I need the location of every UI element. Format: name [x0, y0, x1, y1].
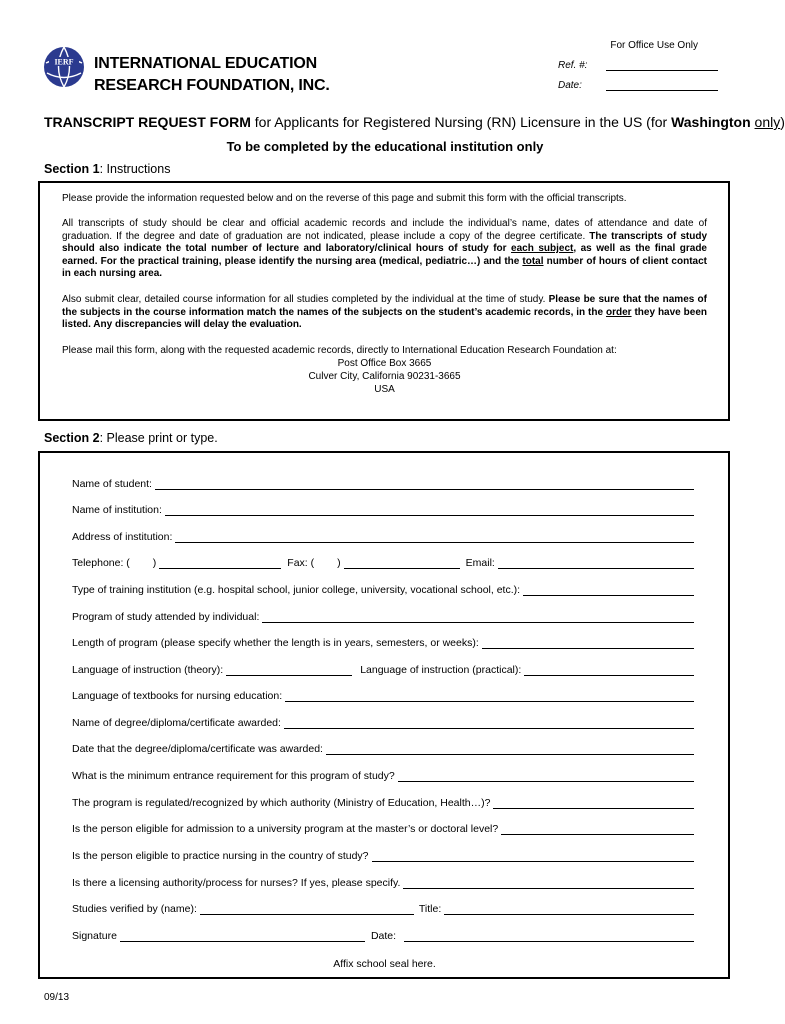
section2-heading	[44, 431, 218, 445]
signature-date-field[interactable]	[404, 932, 694, 942]
ref-label: Ref. #:	[558, 60, 588, 71]
min-requirement-row	[72, 770, 694, 782]
university-eligibility-field[interactable]	[501, 825, 694, 835]
institution-type-label: Type of training institution (e.g. hospital school, junior college, university, vocational school, etc.):	[72, 584, 521, 596]
form-subtitle: To be completed by the educational institution only	[226, 139, 544, 154]
university-eligibility-row	[72, 823, 694, 835]
program-length-field[interactable]	[482, 639, 694, 649]
program-field[interactable]	[262, 613, 694, 623]
language-textbooks-field[interactable]	[285, 692, 694, 702]
licensing-authority-label: Is there a licensing authority/process for nurses? If yes, please specify.	[72, 877, 401, 889]
degree-name-field[interactable]	[284, 719, 694, 729]
licensing-authority-field[interactable]	[403, 879, 694, 889]
form-title-state: Washington	[671, 114, 751, 130]
signature-row	[72, 930, 694, 942]
verifier-title-label: Title:	[418, 903, 442, 915]
student-name-label: Name of student:	[72, 478, 152, 490]
p2-bold-3: number of hours of client contact in each nursing area.	[62, 255, 707, 280]
email-field[interactable]	[498, 559, 694, 569]
form-title-only: only	[754, 114, 781, 130]
regulating-authority-field[interactable]	[493, 799, 694, 809]
office-date-label: Date:	[558, 80, 582, 91]
signature-date-label: Date:	[370, 930, 397, 942]
contact-row	[72, 557, 694, 569]
min-requirement-field[interactable]	[398, 772, 694, 782]
degree-date-field[interactable]	[326, 745, 694, 755]
form-title	[44, 114, 785, 130]
section2-title: : Please print or type.	[99, 431, 218, 445]
language-practical-field[interactable]	[524, 666, 694, 676]
institution-name-field[interactable]	[165, 506, 694, 516]
p2-text: All transcripts of study should be clear and official academic records and include the individual’s name, dates of attendance and date of graduation. If the degree and date of graduation are not indicated, please include a copy of the degree certificate.	[62, 218, 707, 242]
institution-type-row	[72, 584, 694, 596]
verified-by-field[interactable]	[200, 905, 414, 915]
fax-label: Fax: (	[287, 557, 315, 569]
regulating-authority-label: The program is regulated/recognized by which authority (Ministry of Education, Health…)?	[72, 797, 491, 809]
verifier-title-field[interactable]	[444, 905, 694, 915]
instructions-paragraph-2	[62, 218, 707, 281]
office-date-field[interactable]	[606, 80, 718, 91]
student-name-field[interactable]	[155, 480, 694, 490]
p2-each-subject: each subject	[511, 243, 574, 255]
section1-heading	[44, 162, 170, 176]
p2-bold-2: , as well as the final grade earned. For the practical training, please identify the nursing area (medical, pediatric…) and the	[62, 243, 707, 267]
min-requirement-label: What is the minimum entrance requirement for this program of study?	[72, 770, 395, 782]
p2-total: total	[522, 255, 544, 267]
office-date-row	[558, 80, 718, 91]
institution-address-field[interactable]	[175, 533, 694, 543]
degree-date-label: Date that the degree/diploma/certificate was awarded:	[72, 743, 323, 755]
regulating-authority-row	[72, 797, 694, 809]
institution-name-row	[72, 504, 694, 516]
nursing-eligibility-row	[72, 850, 694, 862]
telephone-area-code-field[interactable]	[133, 560, 153, 569]
telephone-field[interactable]	[159, 559, 281, 569]
form-title-end: )	[780, 114, 785, 130]
email-label: Email:	[465, 557, 495, 569]
program-length-row	[72, 637, 694, 649]
ref-row	[558, 60, 718, 71]
mailing-address-line-3: USA	[374, 384, 395, 395]
p2-bold: The transcripts of study should also indicate the total number of lecture and laboratory/clinical hours of study for	[62, 230, 707, 255]
verification-row	[72, 903, 694, 915]
section1-label: Section 1	[44, 162, 100, 176]
institution-type-field[interactable]	[523, 586, 694, 596]
iefr-globe-logo-icon	[43, 46, 85, 88]
office-use-title: For Office Use Only	[610, 40, 698, 51]
program-length-label: Length of program (please specify whether the length is in years, semesters, or weeks):	[72, 637, 479, 649]
institution-address-row	[72, 531, 694, 543]
org-line-1: INTERNATIONAL EDUCATION	[94, 55, 317, 72]
fax-paren: )	[337, 557, 341, 569]
verified-by-label: Studies verified by (name):	[72, 903, 197, 915]
p3-bold-2: they have been listed. Any discrepancies will delay the evaluation.	[62, 306, 707, 331]
program-label: Program of study attended by individual:	[72, 611, 260, 623]
language-textbooks-row	[72, 690, 694, 702]
form-title-mid: for Applicants for Registered Nursing (RN) Licensure in the US (for	[250, 114, 672, 130]
language-theory-field[interactable]	[226, 666, 352, 676]
form-revision-code: 09/13	[44, 992, 70, 1003]
school-seal-note: Affix school seal here.	[333, 958, 436, 970]
signature-label: Signature	[72, 930, 117, 942]
org-line-2: RESEARCH FOUNDATION, INC.	[94, 77, 330, 94]
institution-address-label: Address of institution:	[72, 531, 173, 543]
institution-details-box	[38, 451, 730, 979]
nursing-eligibility-field[interactable]	[372, 852, 694, 862]
language-textbooks-label: Language of textbooks for nursing education:	[72, 690, 283, 702]
language-instruction-row	[72, 664, 694, 676]
university-eligibility-label: Is the person eligible for admission to a university program at the master’s or doctoral level?	[72, 823, 499, 835]
degree-name-row	[72, 717, 694, 729]
organization-name	[94, 53, 330, 97]
telephone-label: Telephone: (	[72, 557, 130, 569]
mailing-address-line-2: Culver City, California 90231-3665	[308, 371, 461, 382]
form-title-bold: TRANSCRIPT REQUEST FORM	[44, 114, 251, 130]
p3-order: order	[605, 306, 632, 318]
institution-name-label: Name of institution:	[72, 504, 162, 516]
student-name-row	[72, 478, 694, 490]
degree-date-row	[72, 743, 694, 755]
nursing-eligibility-label: Is the person eligible to practice nursing in the country of study?	[72, 850, 369, 862]
licensing-authority-row	[72, 877, 694, 889]
office-use-block	[558, 40, 718, 91]
instructions-paragraph-3	[62, 294, 707, 332]
signature-field[interactable]	[120, 932, 365, 942]
language-practical-label: Language of instruction (practical):	[360, 664, 522, 676]
instructions-paragraph-1: Please provide the information requested below and on the reverse of this page and submit this form with the official transcripts.	[62, 193, 627, 204]
instructions-box	[38, 181, 730, 421]
mailing-address-line-1: Post Office Box 3665	[337, 358, 432, 369]
section1-title: : Instructions	[99, 162, 171, 176]
fax-area-code-field[interactable]	[317, 560, 337, 569]
instructions-paragraph-4: Please mail this form, along with the requested academic records, directly to International Education Research Foundation at:	[62, 345, 617, 356]
svg-text:IERF: IERF	[54, 57, 74, 67]
language-theory-label: Language of instruction (theory):	[72, 664, 224, 676]
program-row	[72, 611, 694, 623]
fax-field[interactable]	[344, 559, 460, 569]
ref-field[interactable]	[606, 60, 718, 71]
degree-name-label: Name of degree/diploma/certificate awarded:	[72, 717, 281, 729]
p3-text: Also submit clear, detailed course information for all studies completed by the individual at the time of study.	[62, 294, 546, 305]
section2-label: Section 2	[44, 431, 100, 445]
telephone-paren: )	[152, 557, 157, 569]
p3-bold: Please be sure that the names of the subjects in the course information match the names of the subjects on the student’s academic records, in the	[62, 294, 707, 318]
